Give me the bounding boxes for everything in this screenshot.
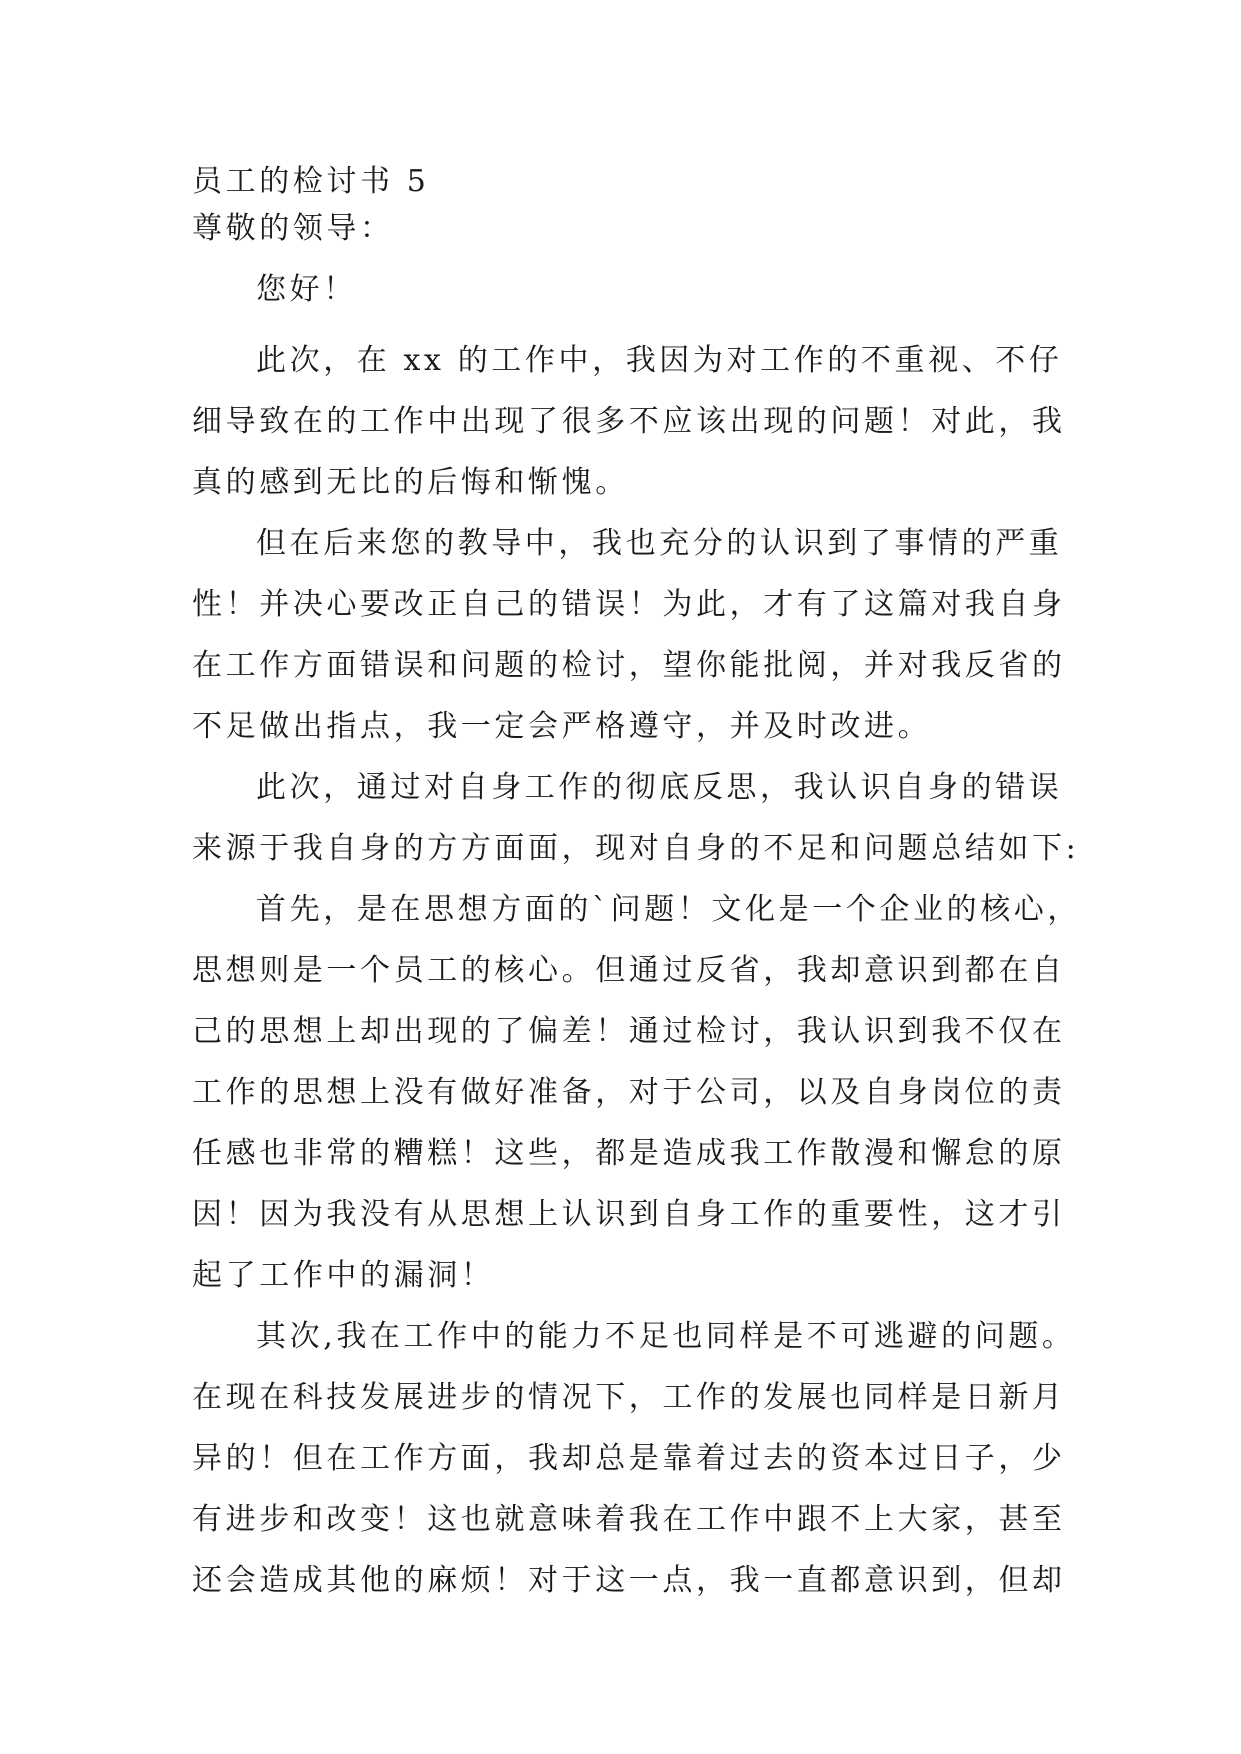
paragraph-line: 此次，通过对自身工作的彻底反思，我认识自身的错误 bbox=[256, 770, 1063, 805]
paragraph-line: 首先，是在思想方面的`问题！文化是一个企业的核心， bbox=[256, 892, 1081, 927]
paragraph-line: 性！并决心要改正自己的错误！为此，才有了这篇对我自身 bbox=[192, 587, 1066, 622]
paragraph-line: 但在后来您的教导中，我也充分的认识到了事情的严重 bbox=[256, 526, 1063, 561]
paragraph-line: 己的思想上却出现的了偏差！通过检讨，我认识到我不仅在 bbox=[192, 1014, 1066, 1049]
paragraph-line: 不足做出指点，我一定会严格遵守，并及时改进。 bbox=[192, 709, 932, 744]
paragraph-line: 还会造成其他的麻烦！对于这一点，我一直都意识到，但却 bbox=[192, 1563, 1066, 1598]
paragraph-1 bbox=[192, 330, 1066, 513]
paragraph-line: 异的！但在工作方面，我却总是靠着过去的资本过日子，少 bbox=[192, 1441, 1066, 1476]
paragraph-line: 真的感到无比的后悔和惭愧。 bbox=[192, 465, 629, 500]
paragraph-line: 此次，在 xx 的工作中，我因为对工作的不重视、不仔 bbox=[256, 343, 1063, 378]
paragraph-line: 任感也非常的糟糕！这些，都是造成我工作散漫和懈怠的原 bbox=[192, 1136, 1066, 1171]
document-title: 员工的检讨书 5 bbox=[192, 164, 430, 199]
paragraph-line: 在工作方面错误和问题的检讨，望你能批阅，并对我反省的 bbox=[192, 648, 1066, 683]
paragraph-line: 其次,我在工作中的能力不足也同样是不可逃避的问题。 bbox=[256, 1319, 1076, 1354]
paragraph-2 bbox=[192, 513, 1066, 757]
paragraph-5 bbox=[192, 1306, 1076, 1611]
paragraph-4 bbox=[192, 879, 1081, 1306]
document-body bbox=[192, 162, 1081, 1611]
paragraph-line: 细导致在的工作中出现了很多不应该出现的问题！对此，我 bbox=[192, 404, 1066, 439]
paragraph-line: 因！因为我没有从思想上认识到自身工作的重要性，这才引 bbox=[192, 1197, 1066, 1232]
paragraph-line: 有进步和改变！这也就意味着我在工作中跟不上大家，甚至 bbox=[192, 1502, 1066, 1537]
paragraph-line: 起了工作中的漏洞！ bbox=[192, 1258, 495, 1293]
greeting: 您好！ bbox=[256, 272, 357, 307]
paragraph-line: 来源于我自身的方方面面，现对自身的不足和问题总结如下: bbox=[192, 831, 1080, 866]
paragraph-line: 工作的思想上没有做好准备，对于公司，以及自身岗位的责 bbox=[192, 1075, 1066, 1110]
paragraph-line: 思想则是一个员工的核心。但通过反省，我却意识到都在自 bbox=[192, 953, 1066, 988]
salutation: 尊敬的领导： bbox=[192, 211, 394, 246]
paragraph-line: 在现在科技发展进步的情况下，工作的发展也同样是日新月 bbox=[192, 1380, 1066, 1415]
paragraph-3 bbox=[192, 757, 1080, 879]
